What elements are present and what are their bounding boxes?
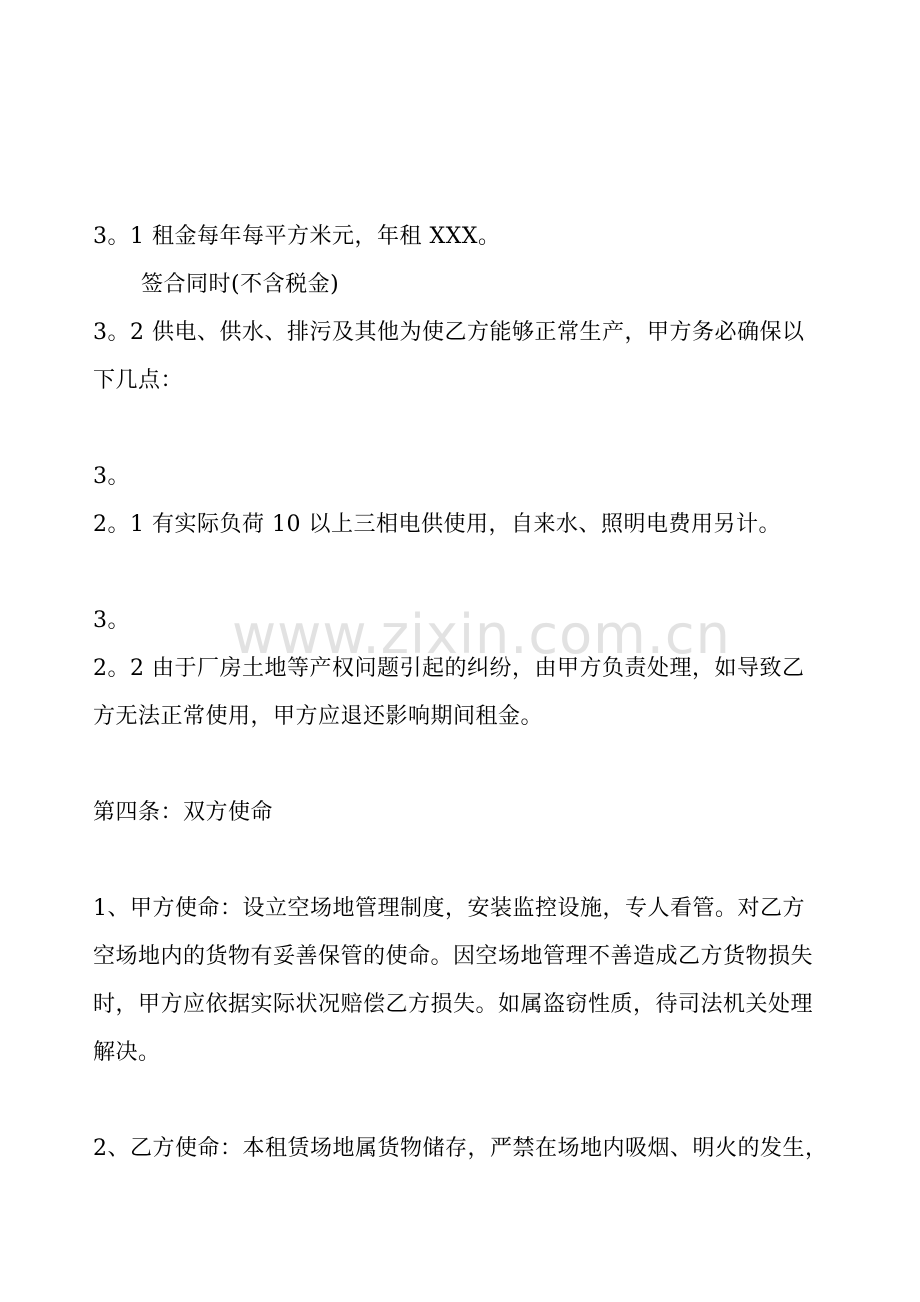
paragraph-party-a-line-4: 解决。 bbox=[93, 1040, 161, 1065]
paragraph-party-a-line-3: 时，甲方应依据实际状况赔偿乙方损失。如属盗窃性质，待司法机关处理 bbox=[93, 992, 814, 1017]
paragraph-party-b-line-1: 2、乙方使命：本租赁场地属货物储存，严禁在场地内吸烟、明火的发生， bbox=[93, 1136, 828, 1161]
paragraph-utilities-line-1: 3。2 供电、供水、排污及其他为使乙方能够正常生产，甲方务必确保以 bbox=[93, 320, 805, 345]
paragraph-dispute-line-2: 方无法正常使用，甲方应退还影响期间租金。 bbox=[93, 704, 544, 729]
section-number: 3。 bbox=[93, 464, 130, 489]
paragraph-signing-note: 签合同时(不含税金) bbox=[141, 272, 340, 297]
watermark: www.zixin.com.cn bbox=[232, 603, 731, 666]
paragraph-power-supply: 2。1 有实际负荷 10 以上三相电供使用，自来水、照明电费用另计。 bbox=[93, 512, 781, 537]
section-number: 3。 bbox=[93, 608, 130, 633]
paragraph-party-a-line-1: 1、甲方使命：设立空场地管理制度，安装监控设施，专人看管。对乙方 bbox=[93, 896, 805, 921]
paragraph-utilities-line-2: 下几点： bbox=[93, 368, 184, 393]
paragraph-dispute-line-1: 2。2 由于厂房土地等产权问题引起的纠纷，由甲方负责处理，如导致乙 bbox=[93, 656, 805, 681]
paragraph-party-a-line-2: 空场地内的货物有妥善保管的使命。因空场地管理不善造成乙方货物损失 bbox=[93, 944, 814, 969]
paragraph-rent-line: 3。1 租金每年每平方米元，年租 XXX。 bbox=[93, 224, 501, 249]
article-heading: 第四条：双方使命 bbox=[93, 800, 274, 825]
